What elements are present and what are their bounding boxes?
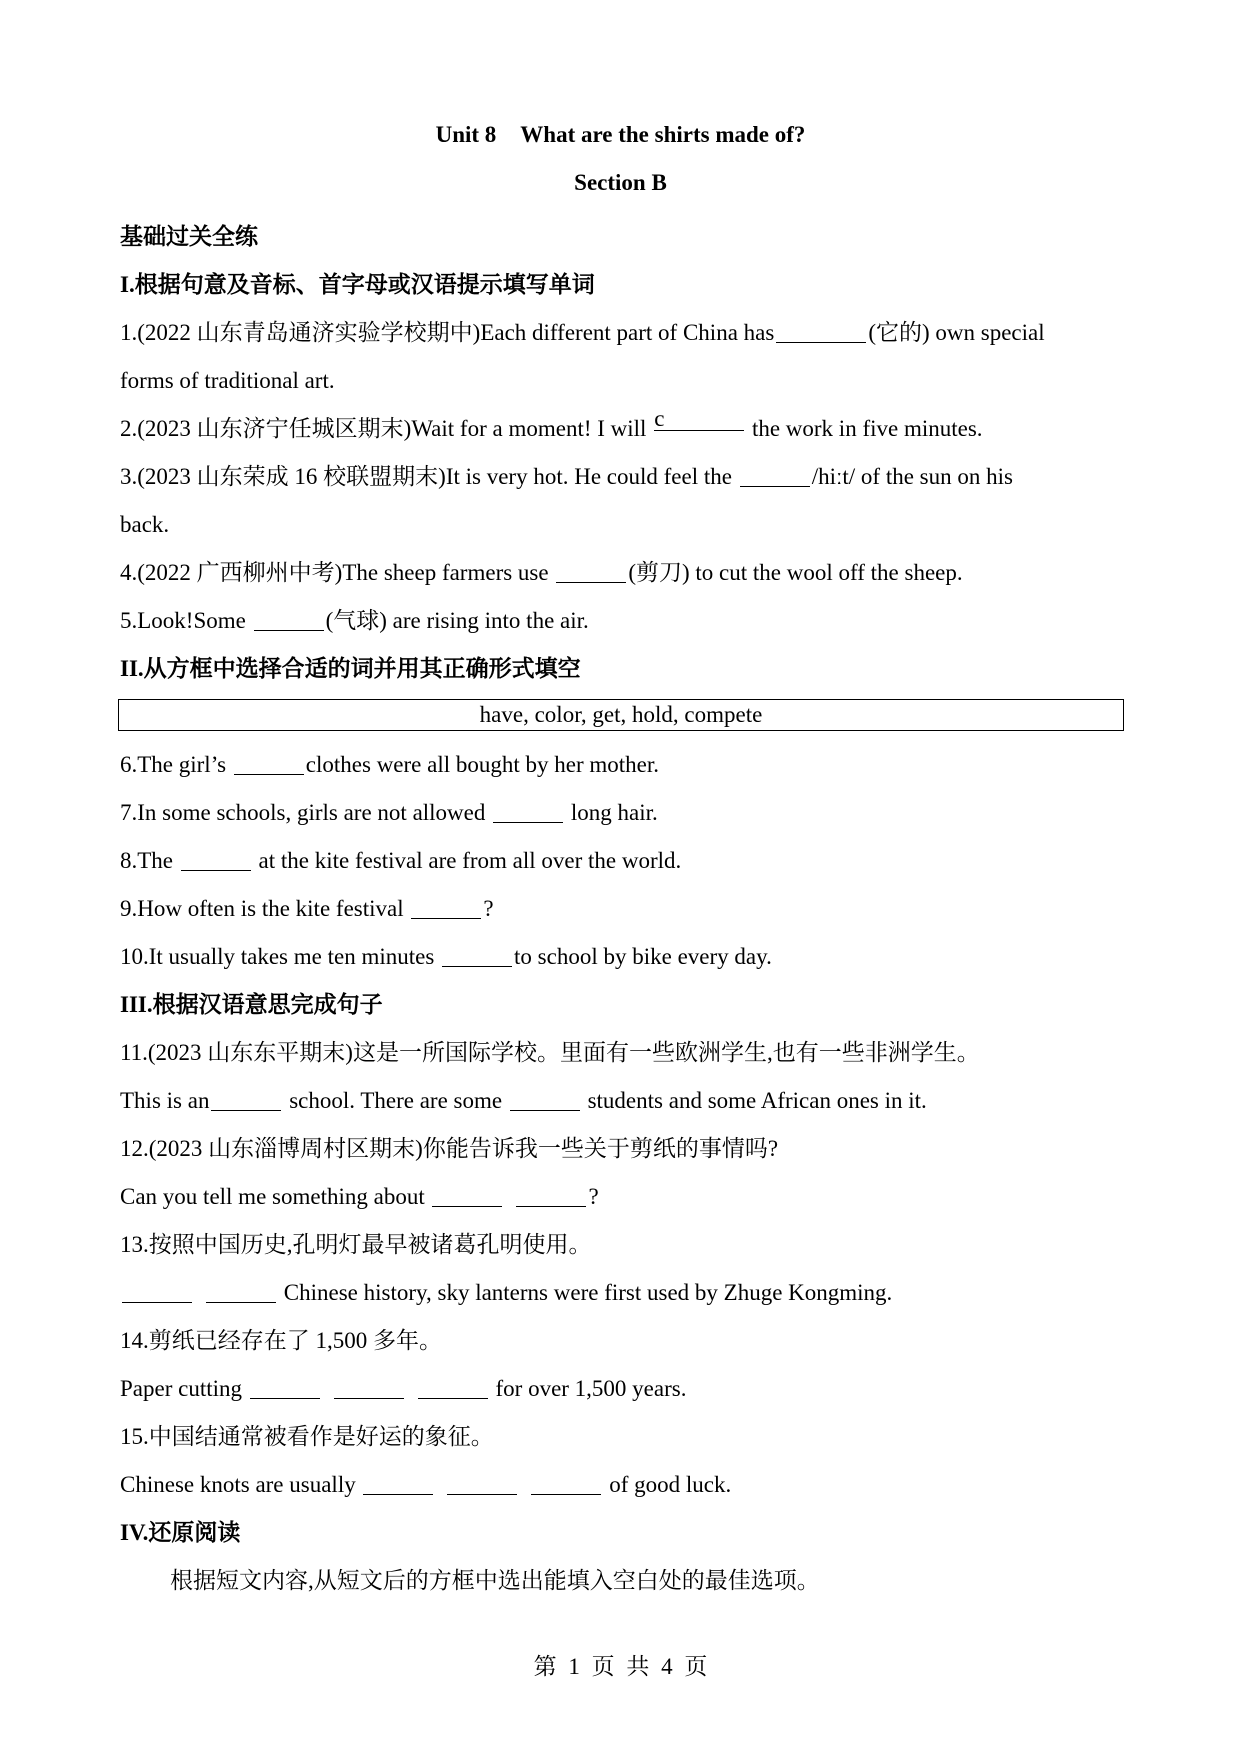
question-4: 4.(2022 广西柳州中考)The sheep farmers use (剪刀) to cut the wool off the sheep. [120,560,963,585]
question-15-english: Chinese knots are usually of good luck. [120,1472,732,1497]
question-5: 5.Look!Some (气球) are rising into the air. [120,608,589,633]
answer-blank[interactable] [334,1376,404,1399]
question-11-english: This is an school. There are some students and some African ones in it. [120,1088,927,1113]
word-box: have, color, get, hold, compete [118,699,1124,731]
answer-blank[interactable] [122,1280,192,1303]
answer-blank[interactable] [556,560,626,583]
unit-number: Unit 8 [435,122,497,147]
page-number: 第 1 页 共 4 页 [533,1654,708,1679]
unit-question: What are the shirts made of? [520,122,806,147]
answer-blank[interactable] [740,464,810,487]
answer-blank[interactable] [447,1472,517,1495]
answer-blank[interactable] [250,1376,320,1399]
word-box-row [120,693,1130,741]
question-3: 3.(2023 山东荣成 16 校联盟期末)It is very hot. He could feel the /hiːt/ of the sun on his [120,464,1013,489]
answer-blank[interactable] [432,1184,502,1207]
question-9: 9.How often is the kite festival ? [120,896,494,921]
part4-instruction: 根据短文内容,从短文后的方框中选出能填入空白处的最佳选项。 [170,1568,820,1593]
answer-blank[interactable] [206,1280,276,1303]
part4-heading: IV.还原阅读 [120,1520,241,1545]
question-14-english: Paper cutting for over 1,500 years. [120,1376,687,1401]
question-14-chinese: 14.剪纸已经存在了 1,500 多年。 [120,1328,442,1353]
question-7: 7.In some schools, girls are not allowed long hair. [120,800,658,825]
answer-blank[interactable] [211,1088,281,1111]
question-1: 1.(2022 山东青岛通济实验学校期中)Each different part of China has (它的) own special [120,320,1045,345]
answer-blank[interactable] [254,608,324,631]
answer-blank[interactable] [493,800,563,823]
answer-blank[interactable] [776,320,866,343]
question-8: 8.The at the kite festival are from all over the world. [120,848,682,873]
answer-blank[interactable] [411,896,481,919]
question-6: 6.The girl’s clothes were all bought by her mother. [120,752,660,777]
part2-heading: II.从方框中选择合适的词并用其正确形式填空 [120,656,581,681]
question-1-continued: forms of traditional art. [120,368,335,393]
question-3-continued: back. [120,512,170,537]
answer-blank[interactable] [442,944,512,967]
question-13-english: Chinese history, sky lanterns were first used by Zhuge Kongming. [120,1269,1130,1317]
question-2: 2.(2023 山东济宁任城区期末)Wait for a moment! I will c the work in five minutes. [120,406,983,441]
answer-blank[interactable] [418,1376,488,1399]
question-11-chinese: 11.(2023 山东东平期末)这是一所国际学校。里面有一些欧洲学生,也有一些非洲学生。 [120,1040,980,1065]
section-title: Section B [574,170,667,195]
answer-blank[interactable] [531,1472,601,1495]
answer-blank[interactable] [510,1088,580,1111]
question-12-chinese: 12.(2023 山东淄博周村区期末)你能告诉我一些关于剪纸的事情吗? [120,1136,779,1161]
question-13-chinese: 13.按照中国历史,孔明灯最早被诸葛孔明使用。 [120,1232,592,1257]
part1-heading: I.根据句意及音标、首字母或汉语提示填写单词 [120,272,595,297]
initial-letter-hint: c [654,406,665,431]
answer-blank[interactable] [363,1472,433,1495]
practice-title: 基础过关全练 [120,224,258,249]
question-12-english: Can you tell me something about ? [120,1184,599,1209]
question-15-chinese: 15.中国结通常被看作是好运的象征。 [120,1424,494,1449]
part3-heading: III.根据汉语意思完成句子 [120,992,383,1017]
answer-blank[interactable] [181,848,251,871]
answer-blank[interactable] [234,752,304,775]
unit-title [0,120,1241,150]
answer-blank[interactable] [516,1184,586,1207]
answer-blank[interactable] [654,408,744,431]
worksheet-content [120,213,1130,1605]
question-10: 10.It usually takes me ten minutes to school by bike every day. [120,944,772,969]
